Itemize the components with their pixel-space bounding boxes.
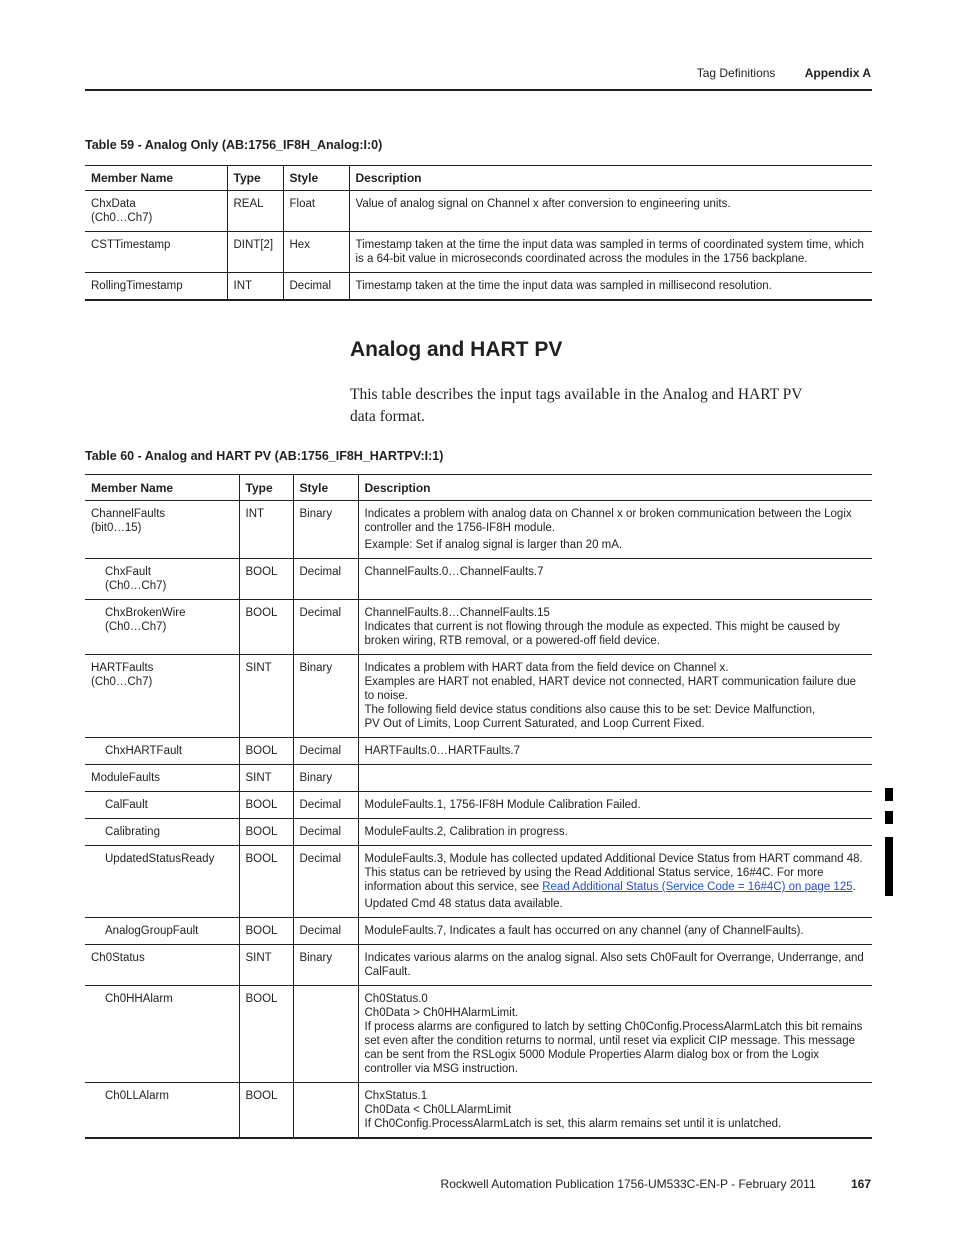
table59-header-row — [85, 166, 872, 191]
member-style — [293, 1083, 358, 1139]
member-type: SINT — [239, 945, 293, 986]
member-type: BOOL — [239, 918, 293, 945]
member-description — [358, 846, 872, 918]
member-description — [358, 501, 872, 559]
col-type: Type — [227, 166, 283, 191]
member-description: ModuleFaults.2, Calibration in progress. — [358, 819, 872, 846]
description-note: Updated Cmd 48 status data available. — [364, 898, 563, 910]
section-intro: This table describes the input tags available in the Analog and HART PV data format. — [350, 386, 803, 425]
col-style: Style — [283, 166, 349, 191]
member-style: Float — [283, 191, 349, 232]
table-row — [85, 986, 872, 1083]
member-style: Binary — [293, 765, 358, 792]
table-row — [85, 738, 872, 765]
member-description: ChxStatus.1 Ch0Data < Ch0LLAlarmLimit If Ch0Config.ProcessAlarmLatch is set, this alarm remains set until it is unlatched. — [358, 1083, 872, 1139]
description-period: . — [852, 881, 856, 893]
description-example: Example: Set if analog signal is larger than 20 mA. — [364, 539, 623, 551]
table60-caption: Table 60 - Analog and HART PV (AB:1756_IF8H_HARTPV:I:1) — [85, 449, 444, 463]
col-type: Type — [239, 475, 293, 501]
member-name: RollingTimestamp — [91, 280, 183, 292]
member-name: ModuleFaults — [91, 772, 161, 784]
member-style — [293, 986, 358, 1083]
member-style: Decimal — [293, 738, 358, 765]
thumb-tab-mark — [885, 788, 893, 801]
table-row — [85, 232, 872, 273]
member-type: SINT — [239, 655, 293, 738]
member-style: Decimal — [293, 600, 358, 655]
table59-caption: Table 59 - Analog Only (AB:1756_IF8H_Analog:I:0) — [85, 138, 383, 152]
member-description: ChannelFaults.8…ChannelFaults.15 Indicates that current is not flowing through the module as expected. This might be caused by broken wiring, RTB removal, or a powered-off field device. — [358, 600, 872, 655]
page-number: 167 — [850, 1177, 871, 1191]
member-type: SINT — [239, 765, 293, 792]
member-type: BOOL — [239, 792, 293, 819]
member-name: Ch0Status — [91, 952, 145, 964]
member-type: REAL — [227, 191, 283, 232]
col-description: Description — [358, 475, 872, 501]
member-name: ChxBrokenWire (Ch0…Ch7) — [105, 607, 186, 633]
member-type: BOOL — [239, 1083, 293, 1139]
table60-header-row — [85, 475, 872, 501]
member-style: Decimal — [283, 273, 349, 301]
table-row — [85, 846, 872, 918]
table-row — [85, 945, 872, 986]
running-header — [697, 66, 871, 80]
member-type: BOOL — [239, 738, 293, 765]
table-row — [85, 819, 872, 846]
member-type: BOOL — [239, 600, 293, 655]
member-type: BOOL — [239, 819, 293, 846]
member-description: Indicates various alarms on the analog signal. Also sets Ch0Fault for Overrange, Underrange, and CalFault. — [358, 945, 872, 986]
section-title: Analog and HART PV — [350, 338, 563, 361]
member-style: Decimal — [293, 559, 358, 600]
member-name: ChxHARTFault — [105, 745, 183, 757]
col-style: Style — [293, 475, 358, 501]
member-style: Binary — [293, 501, 358, 559]
member-type: BOOL — [239, 846, 293, 918]
read-additional-status-link[interactable]: Read Additional Status (Service Code = 16#4C) on page 125 — [542, 881, 853, 893]
table60 — [85, 474, 872, 1139]
member-name: ChannelFaults (bit0…15) — [91, 508, 166, 534]
member-style: Binary — [293, 945, 358, 986]
footer-publication: Rockwell Automation Publication 1756-UM533C-EN-P - February 2011 — [440, 1177, 816, 1191]
page-footer — [441, 1177, 871, 1191]
member-type: INT — [227, 273, 283, 301]
header-appendix: Appendix A — [804, 66, 871, 80]
col-description: Description — [349, 166, 872, 191]
table-row — [85, 918, 872, 945]
thumb-tab-mark — [885, 837, 893, 896]
member-type: BOOL — [239, 559, 293, 600]
description-lead: ModuleFaults.3, Module has collected updated Additional Device Status from HART command 48. This status can be retrieved by using the Read Additional Status service, 16#4C. For more information about this service, see — [364, 853, 863, 893]
header-section: Tag Definitions — [696, 66, 776, 80]
member-name: AnalogGroupFault — [105, 925, 199, 937]
member-type: BOOL — [239, 986, 293, 1083]
member-name: CalFault — [105, 799, 148, 811]
table-row — [85, 655, 872, 738]
member-style: Binary — [293, 655, 358, 738]
table-row — [85, 1083, 872, 1139]
member-type: DINT[2] — [227, 232, 283, 273]
member-description: HARTFaults.0…HARTFaults.7 — [358, 738, 872, 765]
member-description: Indicates a problem with HART data from the field device on Channel x. Examples are HART not enabled, HART device not connected, HART communication failure due to noise. The following field device status conditions also cause this to be set: Device Malfunction, PV Out of Limits, Loop Current Saturated, and Loop Current Fixed. — [358, 655, 872, 738]
member-style: Decimal — [293, 918, 358, 945]
member-name: Calibrating — [105, 826, 160, 838]
member-name: ChxData (Ch0…Ch7) — [91, 198, 153, 224]
table-row — [85, 765, 872, 792]
member-description: ModuleFaults.7, Indicates a fault has occurred on any channel (any of ChannelFaults). — [358, 918, 872, 945]
member-description — [358, 765, 872, 792]
member-name: CSTTimestamp — [91, 239, 171, 251]
member-style: Decimal — [293, 846, 358, 918]
description-text — [365, 852, 867, 894]
member-name: ChxFault (Ch0…Ch7) — [105, 566, 167, 592]
table-row — [85, 559, 872, 600]
member-description: ChannelFaults.0…ChannelFaults.7 — [358, 559, 872, 600]
member-description: Ch0Status.0 Ch0Data > Ch0HHAlarmLimit. If process alarms are configured to latch by setting Ch0Config.ProcessAlarmLatch this bit remains set even after the condition returns to normal, until reset via explicit CIP message. This message can be sent from the RSLogix 5000 Module Properties Alarm dialog box or from the Logix controller via MSG instruction. — [358, 986, 872, 1083]
member-description: ModuleFaults.1, 1756-IF8H Module Calibration Failed. — [358, 792, 872, 819]
table-row — [85, 191, 872, 232]
member-name: Ch0LLAlarm — [105, 1090, 169, 1102]
header-rule — [85, 89, 872, 91]
table-row — [85, 501, 872, 559]
table-row — [85, 792, 872, 819]
member-description: Timestamp taken at the time the input data was sampled in millisecond resolution. — [349, 273, 872, 301]
member-description: Timestamp taken at the time the input data was sampled in terms of coordinated system time, which is a 64-bit value in microseconds coordinated across the modules in the 1756 backplane. — [349, 232, 872, 273]
table-row — [85, 273, 872, 301]
member-description: Value of analog signal on Channel x after conversion to engineering units. — [349, 191, 872, 232]
thumb-tab-mark — [885, 811, 893, 824]
member-style: Decimal — [293, 792, 358, 819]
col-member-name: Member Name — [91, 480, 174, 495]
member-style: Decimal — [293, 819, 358, 846]
col-member-name: Member Name — [91, 171, 174, 185]
description-text: Indicates a problem with analog data on Channel x or broken communication between the Logix controller and the 1756-IF8H module. — [364, 508, 852, 534]
table59 — [85, 165, 872, 301]
member-name: UpdatedStatusReady — [105, 853, 215, 865]
member-name: Ch0HHAlarm — [105, 993, 173, 1005]
member-style: Hex — [283, 232, 349, 273]
member-name: HARTFaults (Ch0…Ch7) — [91, 662, 154, 688]
table-row — [85, 600, 872, 655]
member-type: INT — [239, 501, 293, 559]
